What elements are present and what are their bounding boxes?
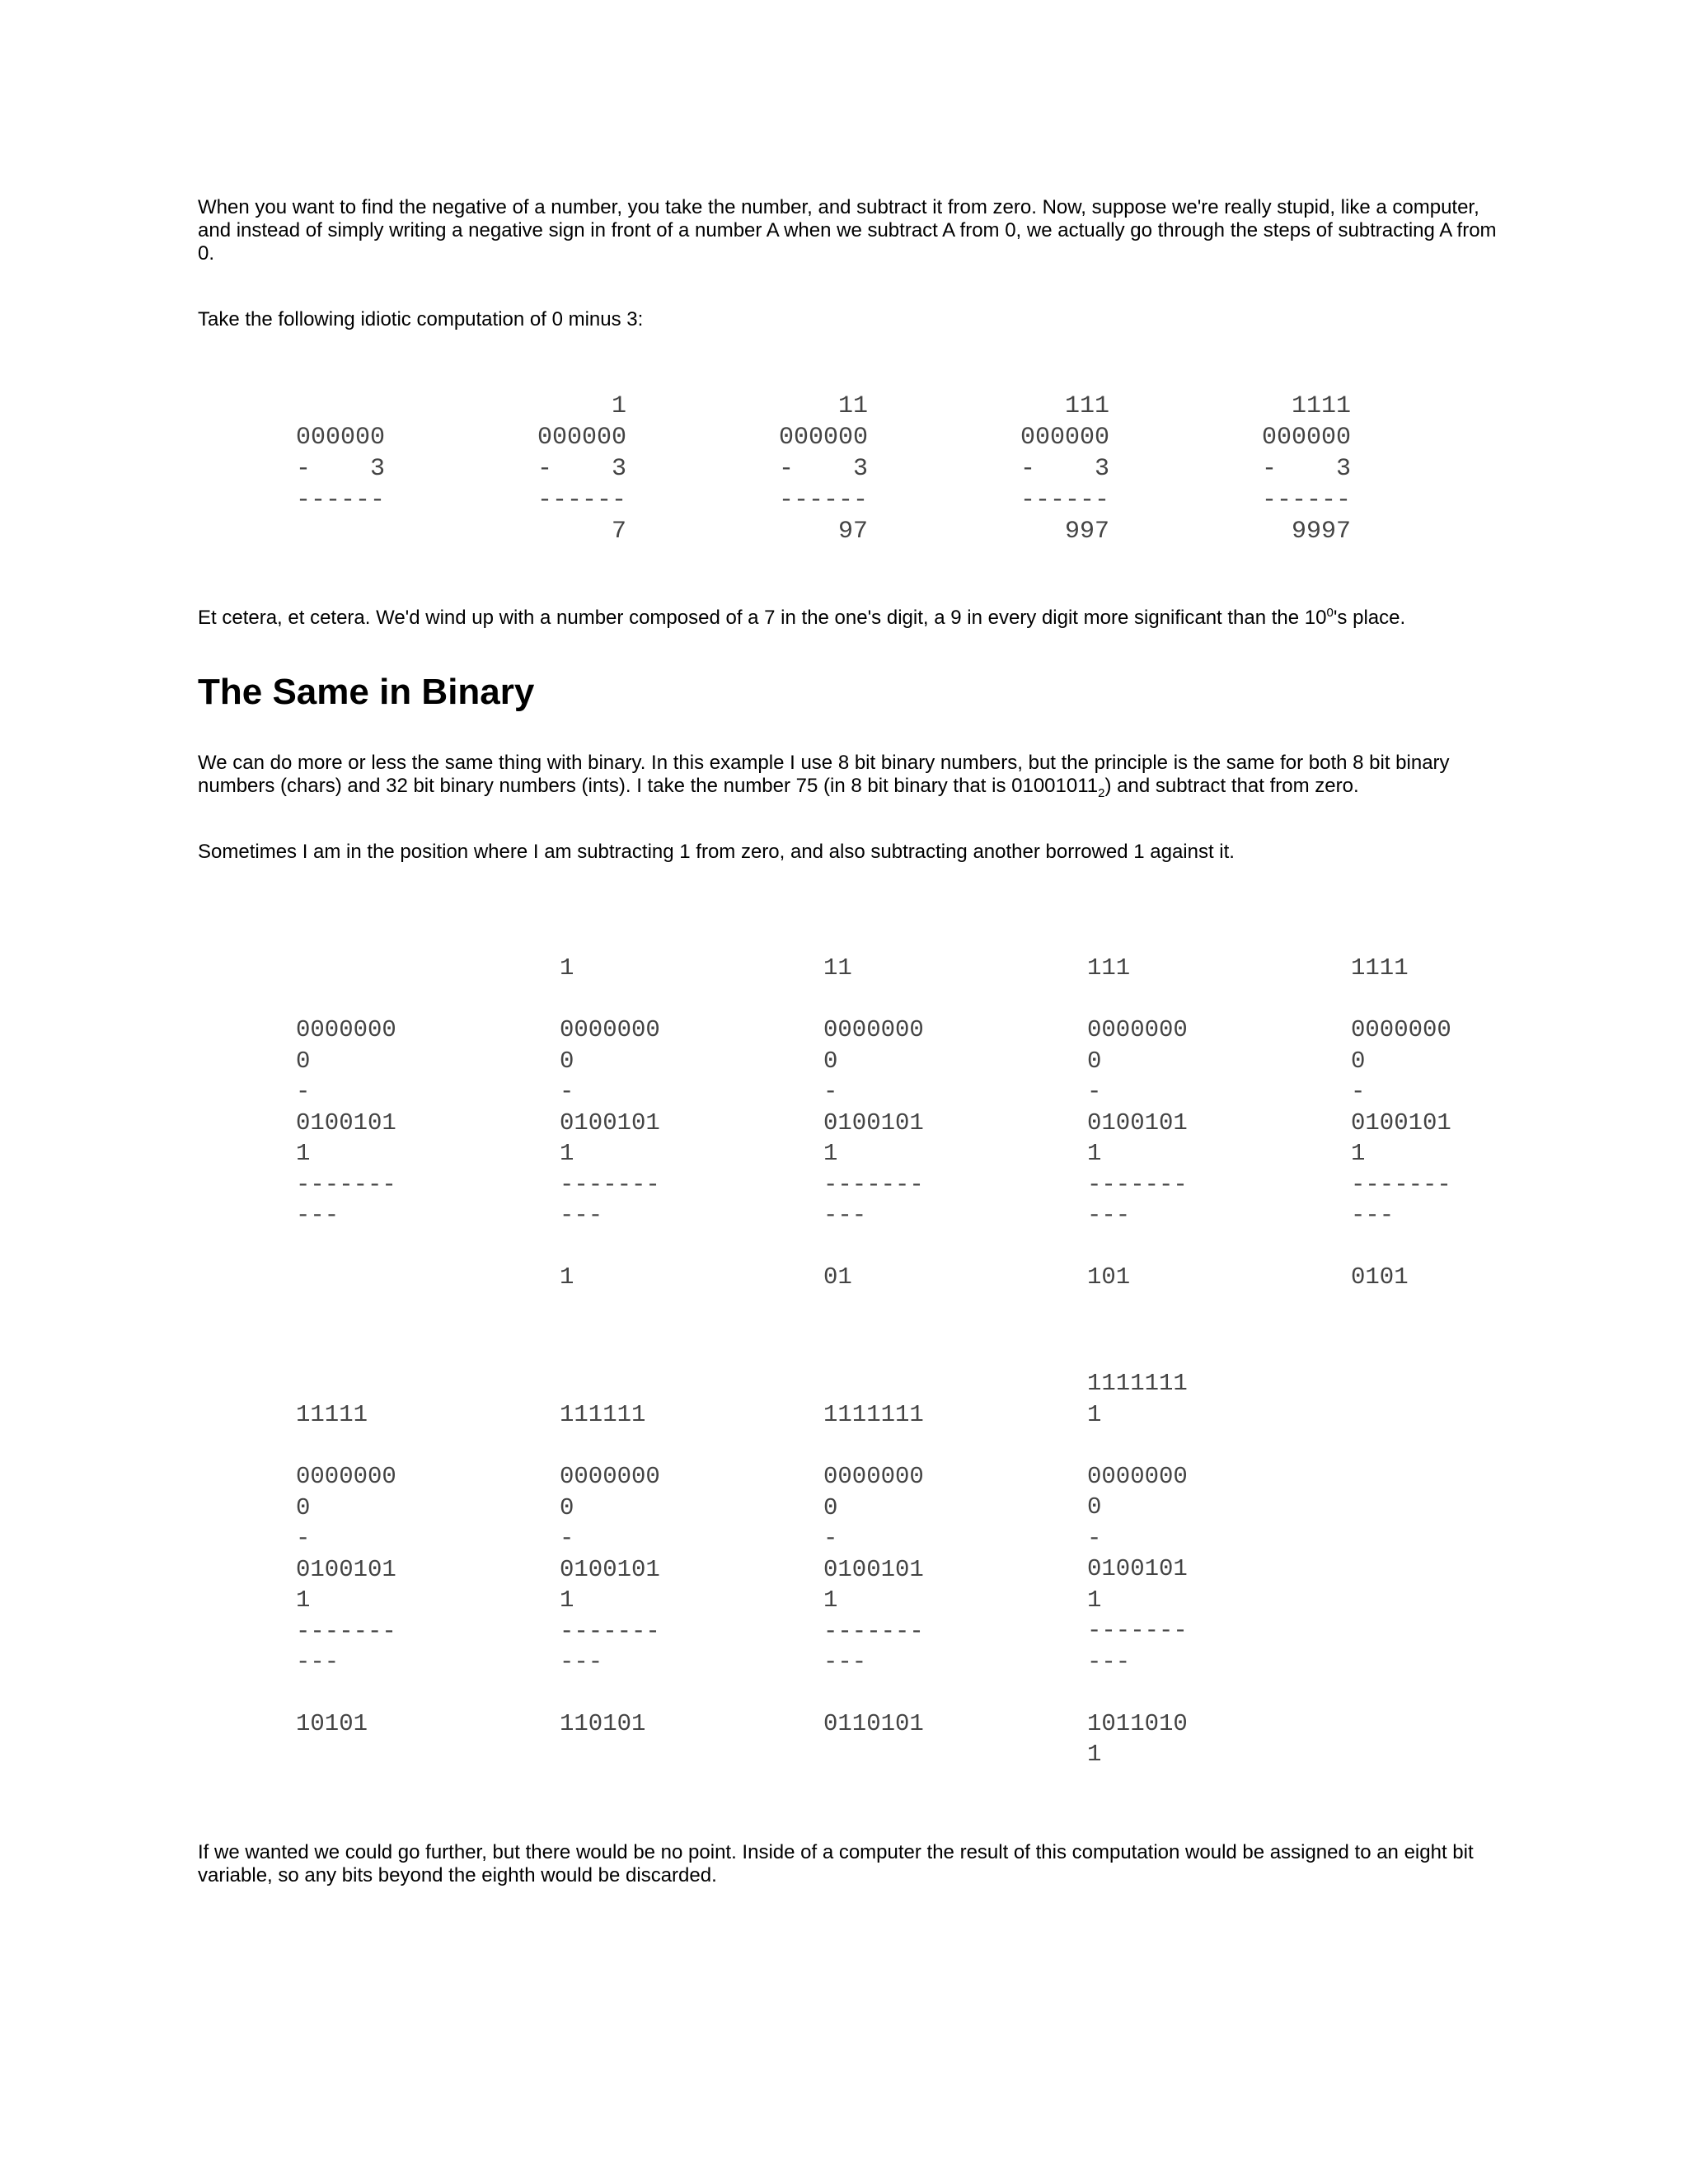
binary-intro-subscript: 2 [1098, 785, 1105, 800]
decimal-step-3: 11 000000 - 3 ------ 97 [779, 392, 869, 546]
binary-intro-paragraph [198, 752, 1517, 798]
intro-paragraph: When you want to find the negative of a number, you take the number, and subtract it from zero. Now, suppose we're really stupid, like a computer, and instead of simply writing a negative sign in front of a number A when we subtract A from 0, we actually go through the steps of subtracting A from 0. [198, 196, 1497, 265]
decimal-step-5: 1111 000000 - 3 ------ 9997 [1262, 392, 1352, 546]
decimal-step-1: 000000 - 3 ------ [296, 424, 386, 514]
binary-step-9: 1111111 1 0000000 0 - 0100101 1 ------- --- 1011010 1 [1087, 1370, 1188, 1768]
decimal-step-4: 111 000000 - 3 ------ 997 [1020, 392, 1110, 546]
binary-step-2: 1 0000000 0 - 0100101 1 ------- --- 1 [560, 954, 660, 1291]
etcetera-superscript: 0 [1326, 606, 1334, 620]
binary-step-6: 11111 0000000 0 - 0100101 1 ------- --- 10101 [296, 1401, 396, 1737]
binary-step-8: 1111111 0000000 0 - 0100101 1 ------- --- 0110101 [823, 1401, 924, 1737]
etcetera-paragraph [198, 607, 1517, 630]
binary-intro-text-before: We can do more or less the same thing with binary. In this example I use 8 bit binary numbers, but the principle is the same for both 8 bit binary numbers (chars) and 32 bit binary numbers (ints). I take the number 75 (in 8 bit binary that is 01001011 [198, 752, 1450, 797]
binary-step-3: 11 0000000 0 - 0100101 1 ------- --- 01 [823, 954, 924, 1291]
etcetera-text-before: Et cetera, et cetera. We'd wind up with a number composed of a 7 in the one's digit, a 9 in every digit more significant than the 10 [198, 607, 1327, 629]
section-heading: The Same in Binary [198, 672, 535, 712]
binary-note-paragraph: Sometimes I am in the position where I am subtracting 1 from zero, and also subtracting another borrowed 1 against it. [198, 841, 1235, 863]
binary-intro-text-after: ) and subtract that from zero. [1104, 775, 1359, 797]
conclusion-paragraph: If we wanted we could go further, but there would be no point. Inside of a computer the result of this computation would be assigned to an eight bit variable, so any bits beyond the eighth would be discarded. [198, 1841, 1474, 1886]
etcetera-text-after: 's place. [1333, 607, 1406, 629]
binary-step-1: 0000000 0 - 0100101 1 ------- --- [296, 1016, 396, 1229]
example-intro-paragraph: Take the following idiotic computation of 0 minus 3: [198, 308, 644, 330]
decimal-step-2: 1 000000 - 3 ------ 7 [537, 392, 627, 546]
binary-step-7: 111111 0000000 0 - 0100101 1 ------- --- 110101 [560, 1401, 660, 1737]
binary-step-4: 111 0000000 0 - 0100101 1 ------- --- 101 [1087, 954, 1188, 1291]
binary-step-5: 1111 0000000 0 - 0100101 1 ------- --- 0101 [1351, 954, 1451, 1291]
